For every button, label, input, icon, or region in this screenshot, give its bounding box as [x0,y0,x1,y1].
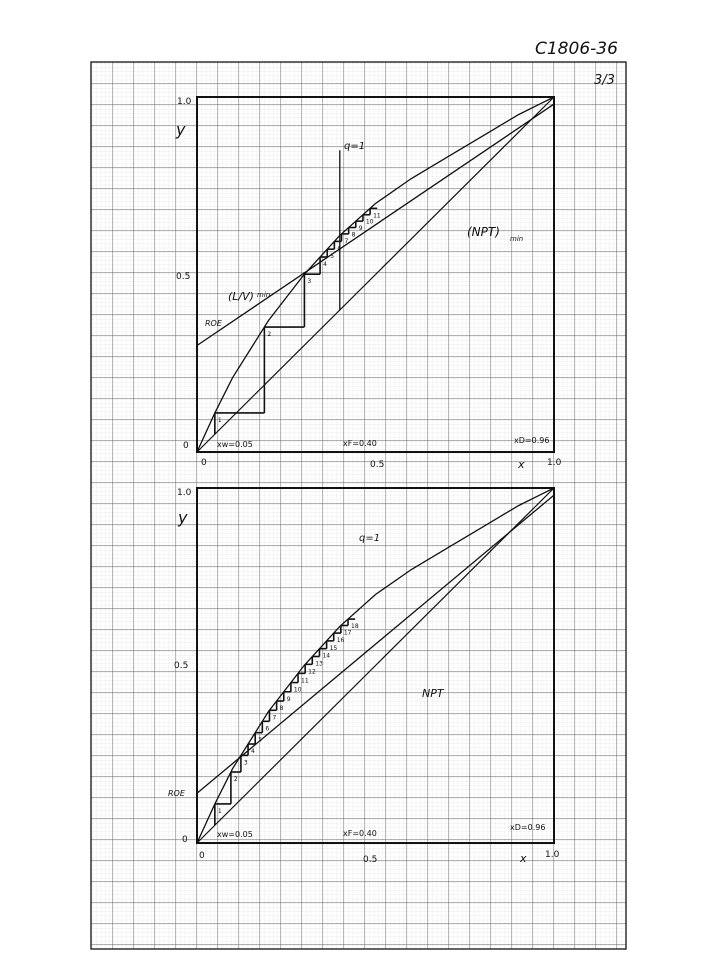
upper-stage-number: 1 [217,416,222,424]
upper-npt-min-label: (NPT) [467,225,500,239]
upper-stage-number: 8 [351,231,356,239]
lower-stage-number: 18 [351,623,359,631]
upper-x-tick-mid: 0.5 [370,460,385,470]
lower-stage-number: 5 [258,736,263,744]
lower-stage-number: 1 [217,807,222,815]
upper-x-axis-symbol: x [518,458,525,471]
lower-y-tick-mid: 0.5 [174,661,189,671]
coarse-grid [91,62,626,949]
lower-stage-number: 9 [286,695,291,703]
upper-xf-label: xF=0.40 [343,439,377,448]
lower-y-axis-label: y [178,508,188,527]
upper-x-tick-end: 1.0 [547,458,562,468]
page-number: 3/3 [594,73,615,88]
lower-stage-number: 2 [233,776,238,783]
lower-stage-number: 12 [308,668,316,676]
lower-stage-number: 11 [301,677,309,685]
upper-y-tick-top: 1.0 [177,97,192,107]
lower-x-axis-symbol: x [520,852,527,865]
upper-stage-number: 6 [337,245,342,253]
lower-stage-number: 16 [336,637,345,645]
upper-y-tick-mid: 0.5 [176,272,191,282]
lower-x-tick-mid: 0.5 [363,855,378,865]
lower-x-tick-end: 1.0 [545,850,560,860]
lower-xf-label: xF=0.40 [343,829,377,838]
upper-xw-label: xw=0.05 [217,440,253,449]
upper-stage-number: 3 [307,278,312,286]
upper-stage-number: 11 [373,212,381,220]
upper-stage-number: 10 [365,218,374,226]
lower-xd-label: xD=0.96 [510,823,546,832]
lower-stage-number: 13 [315,660,323,668]
lower-y-tick-zero: 0 [182,835,188,845]
upper-q-line-label: q=1 [344,141,366,152]
lower-stage-number: 14 [322,652,331,660]
lower-stage-number: 10 [293,686,302,694]
lower-roe-label: ROE [168,789,185,798]
lower-stage-number: 8 [279,705,284,713]
lower-stage-number: 4 [251,748,255,756]
upper-xd-label: xD=0.96 [514,436,550,445]
lower-stage-number: 3 [243,759,248,767]
lower-stage-number: 15 [329,644,338,652]
upper-lv-min-subscript: min [257,291,271,299]
lower-y-tick-top: 1.0 [177,488,192,498]
lower-xw-label: xw=0.05 [217,830,253,839]
lower-x-tick-zero: 0 [199,851,205,861]
lower-npt-label: NPT [422,687,444,700]
upper-lv-min-label: (L/V) [228,290,254,303]
lower-q-line-label: q=1 [359,533,381,544]
upper-stage-number: 4 [323,261,327,269]
upper-stage-number: 7 [344,237,349,245]
upper-stage-number: 5 [330,253,335,261]
lower-stage-number: 7 [272,714,277,722]
upper-y-tick-zero: 0 [183,441,189,451]
upper-x-tick-zero: 0 [201,458,207,468]
upper-npt-min-subscript: min [510,235,524,243]
upper-stage-number: 9 [358,225,363,233]
document-ref-number: C1806-36 [535,39,618,59]
lower-stage-number: 6 [265,725,270,733]
upper-stage-number: 2 [267,331,272,339]
upper-y-axis-label: y [176,120,186,139]
lower-stage-number: 17 [343,629,352,637]
upper-roe-label: ROE [205,319,222,328]
